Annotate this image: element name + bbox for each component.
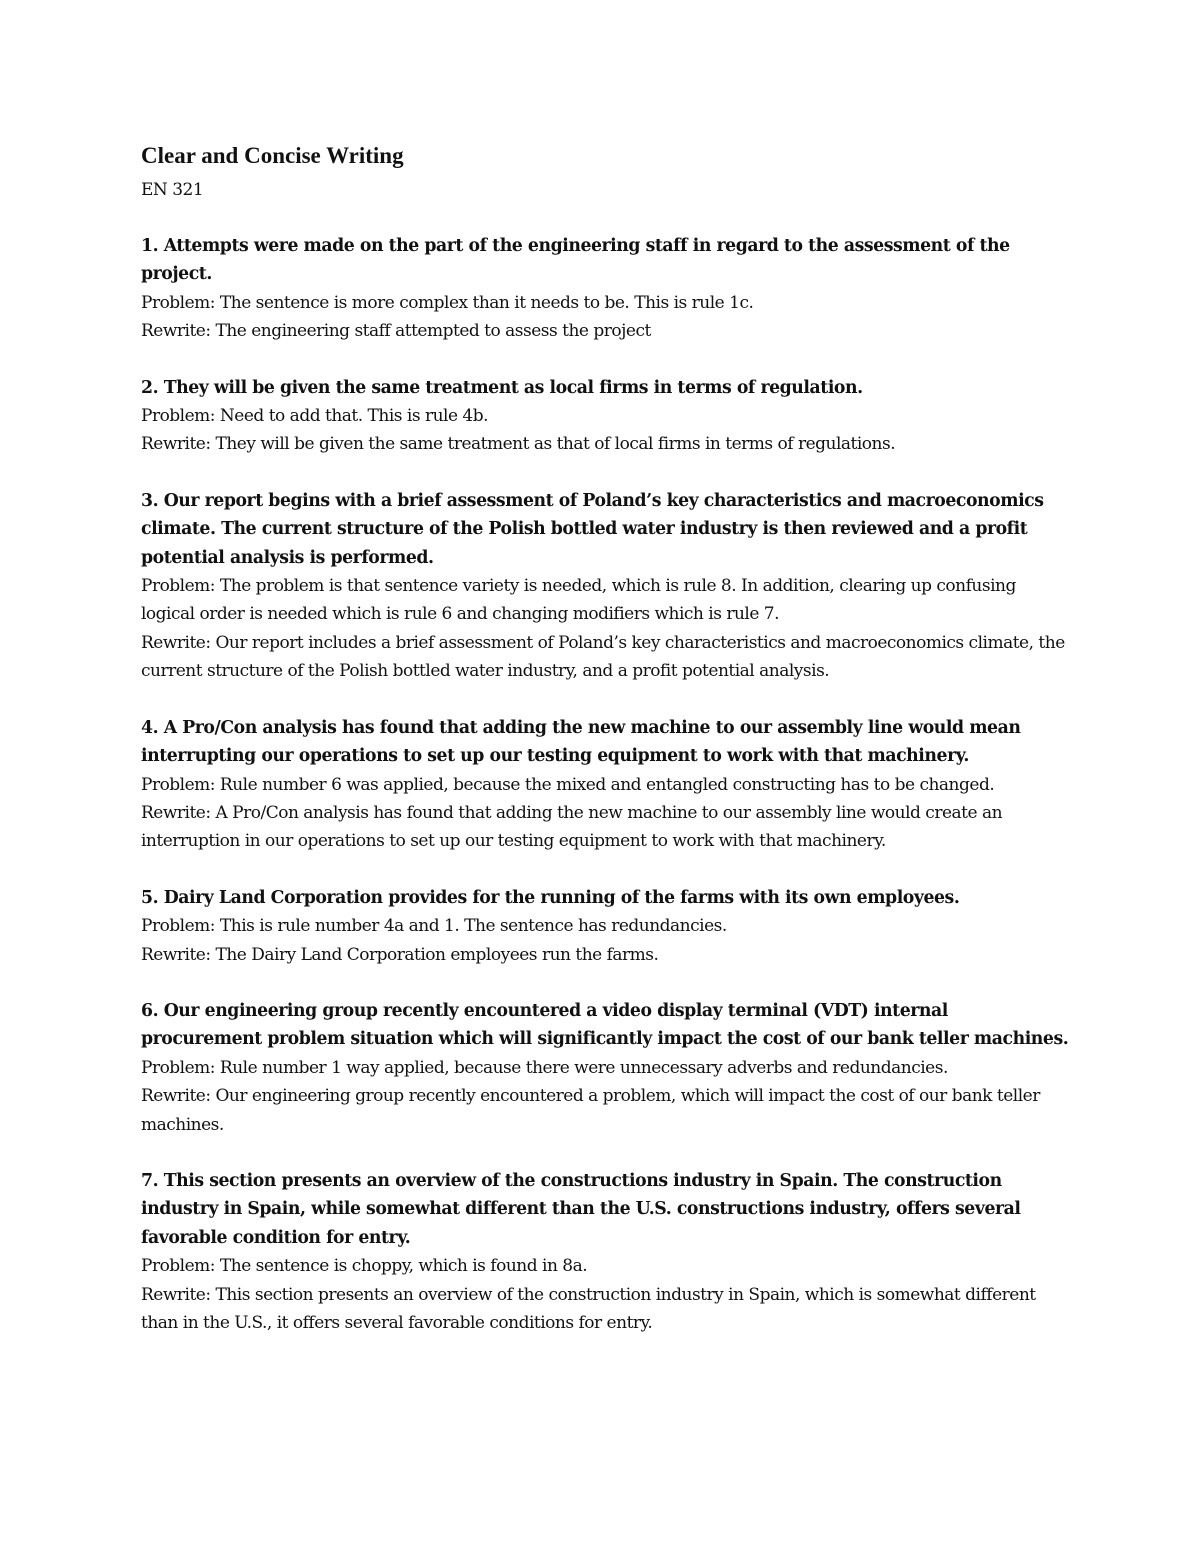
- exercise-question: 3. Our report begins with a brief assessment of Poland’s key characteristics and macroeconomics climate. The current structure of the Polish bottled water industry is then reviewed and a profit potential analysis is performed.: [141, 490, 1044, 568]
- exercise-item-1: [141, 232, 1071, 346]
- exercise-rewrite: Rewrite: This section presents an overview of the construction industry in Spain, which is somewhat different than in the U.S., it offers several favorable conditions for entry.: [141, 1284, 1036, 1333]
- exercise-item-5: [141, 884, 1071, 969]
- exercise-question: 5. Dairy Land Corporation provides for the running of the farms with its own employees.: [141, 887, 960, 908]
- course-code: EN 321: [141, 180, 204, 200]
- document-page: [141, 140, 1071, 1365]
- exercise-list: [141, 232, 1071, 1337]
- exercise-item-4: [141, 714, 1071, 856]
- exercise-item-6: [141, 997, 1071, 1139]
- exercise-rewrite: Rewrite: The engineering staff attempted to assess the project: [141, 321, 651, 342]
- exercise-problem: Problem: The sentence is choppy, which is found in 8a.: [141, 1256, 588, 1277]
- exercise-question: 6. Our engineering group recently encountered a video display terminal (VDT) internal procurement problem situation which will significantly impact the cost of our bank teller machines.: [141, 1000, 1069, 1050]
- exercise-problem: Problem: Need to add that. This is rule 4b.: [141, 406, 489, 427]
- exercise-problem: Problem: Rule number 1 way applied, because there were unnecessary adverbs and redundancies.: [141, 1057, 948, 1078]
- exercise-item-3: [141, 487, 1071, 686]
- exercise-rewrite: Rewrite: They will be given the same treatment as that of local firms in terms of regulations.: [141, 434, 896, 455]
- exercise-rewrite: Rewrite: A Pro/Con analysis has found that adding the new machine to our assembly line would create an interruption in our operations to set up our testing equipment to work with that machinery.: [141, 802, 1003, 852]
- document-title: Clear and Concise Writing: [141, 143, 404, 168]
- exercise-question: 2. They will be given the same treatment as local firms in terms of regulation.: [141, 377, 863, 398]
- exercise-question: 7. This section presents an overview of the constructions industry in Spain. The construction industry in Spain, while somewhat different than the U.S. constructions industry, offers several favorable condition for entry.: [141, 1170, 1021, 1248]
- exercise-question: 4. A Pro/Con analysis has found that adding the new machine to our assembly line would mean interrupting our operations to set up our testing equipment to work with that machinery.: [141, 717, 1021, 767]
- exercise-rewrite: Rewrite: Our engineering group recently encountered a problem, which will impact the cost of our bank teller machines.: [141, 1086, 1040, 1135]
- exercise-question: 1. Attempts were made on the part of the engineering staff in regard to the assessment of the project.: [141, 236, 1010, 285]
- exercise-item-7: [141, 1167, 1071, 1337]
- exercise-problem: Problem: The sentence is more complex than it needs to be. This is rule 1c.: [141, 292, 754, 313]
- exercise-item-2: [141, 374, 1071, 459]
- exercise-rewrite: Rewrite: The Dairy Land Corporation employees run the farms.: [141, 944, 659, 965]
- exercise-rewrite: Rewrite: Our report includes a brief assessment of Poland’s key characteristics and macroeconomics climate, the current structure of the Polish bottled water industry, and a profit potential analysis.: [141, 632, 1065, 682]
- exercise-problem: Problem: The problem is that sentence variety is needed, which is rule 8. In addition, clearing up confusing logical order is needed which is rule 6 and changing modifiers which is rule 7.: [141, 576, 1016, 625]
- exercise-problem: Problem: This is rule number 4a and 1. The sentence has redundancies.: [141, 916, 727, 937]
- exercise-problem: Problem: Rule number 6 was applied, because the mixed and entangled constructing has to be changed.: [141, 774, 995, 795]
